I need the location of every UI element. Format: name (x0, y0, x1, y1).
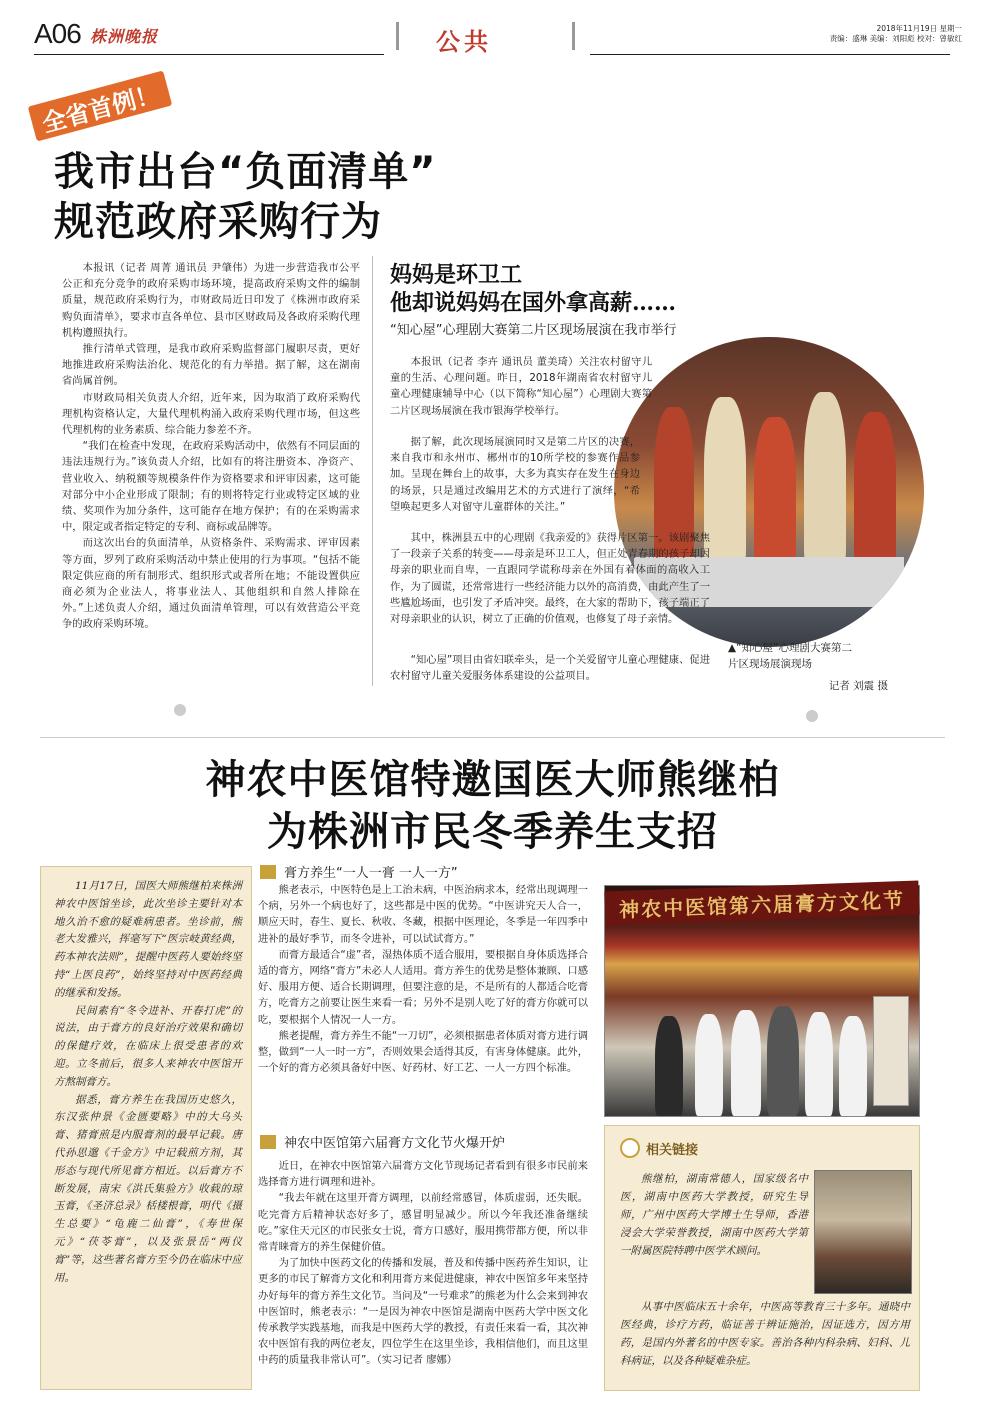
story1-paragraph: “我们在检查中发现，在政府采购活动中，依然有不同层面的违法违规行为。”该负责人介绍，比如有的将注册资本、净资产、营业收入、纳税额等规模条件作为资格要求和评审因素，这可能对部分中小企业形成了限制；有的则将特定行业或特定区域的业绩、奖项作为加分条件，这可能存在地方保护；有的在采购需求中，限定或者指定特定的专利、商标或品牌等。 (62, 440, 360, 534)
header-rule-left (34, 54, 384, 55)
sub1-paragraph: 熊老提醒，膏方养生不能“一刀切”，必须根据患者体质对膏方进行调整，做到“一人一时一方”，否则效果会适得其反，有害身体健康。此外，一个好的膏方必须具备好中医、好药材、好工艺、一人一方四个标准。 (258, 1029, 588, 1075)
story2-headline-line2: 他却说妈妈在国外拿高薪…… (390, 290, 677, 316)
separator-dot (806, 710, 818, 722)
story3-headline-line1: 神农中医馆特邀国医大师熊继柏 (205, 757, 780, 803)
sub2-body (258, 1158, 588, 1369)
photo-credit: 记者 刘震 摄 (828, 680, 888, 692)
sidebar-paragraph: 民间素有“冬令进补、开春打虎”的说法，由于膏方的良好治疗效果和确切的保健疗效，在临床上很受患者的欢迎。立冬前后，很多人来神农中医馆开方熬制膏方。 (54, 1004, 242, 1088)
section-separator (40, 737, 945, 738)
related-bio-upper (620, 1170, 808, 1260)
xiong-jibai-portrait (814, 1170, 912, 1294)
staff-credits: 责编：盛琳 美编：刘阳彪 校对：曾敏红 (829, 34, 962, 43)
story2-paragraph: 其中，株洲县五中的心理剧《我亲爱的》获得片区第一。该剧聚焦了一段亲子关系的转变——母亲是环卫工人，但正处青春期的孩子却因母亲的职业而自卑，一直跟同学谎称母亲在外国有着体面的高收入工作，为了圆谎，还常常进行一些经济能力以外的高消费，由此产生了一些尴尬场面，也引发了矛盾冲突。最终，在大家的帮助下，孩子端正了对母亲职业的认识，树立了正确的价值观，也修复了母子亲情。 (390, 532, 710, 626)
section-name: 公共 (436, 27, 492, 56)
story2-body-upper (390, 354, 652, 419)
story2-paragraph: “知心屋”项目由省妇联牵头，是一个关爱留守儿童心理健康、促进农村留守儿童关爱服务体系建设的公益项目。 (390, 654, 710, 683)
related-bio-lower (620, 1298, 910, 1370)
story2-body-middle (390, 434, 640, 515)
story2-paragraph: 本报讯（记者 李卉 通讯员 董美琦）关注农村留守儿童的生活、心理问题。昨日，2018年湖南省农村留守儿童心理健康辅导中心（以下简称“知心屋”）心理剧大赛第二片区现场展演在我市银海学校举行。 (390, 356, 652, 417)
sub1-paragraph: 熊老表示，中医特色是上工治未病，中医治病求本，经常出现调理一个病，另外一个病也好了，这些都是中医的优势。“中医讲究天人合一，顺应天时，春生、夏长、秋收、冬藏，根据中医理论，冬季是一年四季中进补的最好季节，而冬令进补，可以试试膏方。” (258, 884, 588, 945)
story1-paragraph: 推行清单式管理，是我市政府采购监督部门履职尽责，更好地推进政府采购法治化、规范化的有力举措。据了解，这在湖南省尚属首例。 (62, 343, 360, 388)
story1-headline-line1: 我市出台“负面清单” (54, 149, 437, 195)
story1-headline-line2: 规范政府采购行为 (54, 199, 382, 245)
sidebar-text (54, 878, 242, 1287)
story2-body-end (390, 652, 710, 684)
story1-paragraph: 市财政局相关负责人介绍，近年来，因为取消了政府采购代理机构资格认定，大量代理机构涌入政府采购代理市场，但这些代理机构的业务素质、综合能力参差不齐。 (62, 391, 360, 437)
page-number: A06 (34, 18, 81, 49)
photo-banner: 神农中医馆第六届膏方文化节 (605, 881, 920, 926)
story2-deck: “知心屋”心理剧大赛第二片区现场展演在我市举行 (390, 323, 677, 338)
related-link-title: 相关链接 (646, 1142, 699, 1158)
story2-headline-line1: 妈妈是环卫工 (390, 262, 523, 288)
photo1-caption (728, 640, 918, 694)
sub1-body (258, 882, 588, 1076)
sub2-paragraph: 为了加快中医药文化的传播和发展，普及和传播中医药养生知识，让更多的市民了解膏方文化和利用膏方来促进健康，神农中医馆多年来坚持办好每年的膏方养生文化节。当问及“一号难求”的熊老为什么会来到神农中医馆时，熊老表示：“一是因为神农中医馆是湖南中医药大学中医文化传承教学实践基地，而我是中医药大学的教授，有责任来看一看，其次神农中医馆有我的两位老友，四位学生在这里坐诊，我相信他们，而且这里中药的质量我非常认可”。（实习记者 廖娜） (258, 1257, 588, 1367)
subhead-festival (260, 1132, 505, 1151)
related-paragraph: 从事中医临床五十余年，中医高等教育三十多年。通晓中医经典，诊疗方药，临证善于辨证施治，因证选方，因方用药，是国内外著名的中医专家。善治各种内科杂病、妇科、儿科病证，以及各种疑难杂症。 (620, 1301, 910, 1367)
newspaper-logo: 株洲晚报 (90, 27, 159, 46)
story2-paragraph: 据了解，此次现场展演同时又是第二片区的决赛，来自我市和永州市、郴州市的10所学校的参赛作品参加。呈现在舞台上的故事，大多为真实存在发生在身边的场景，只是通过改编用艺术的方式进行了演绎，“希望唤起更多人对留守儿童群体的关注。” (390, 436, 640, 513)
story3-headline-line2: 为株洲市民冬季养生支招 (267, 809, 718, 855)
related-link-heading (620, 1138, 698, 1158)
story1-body (62, 260, 360, 633)
issue-date: 2018年11月19日 星期一 (876, 24, 962, 33)
story1-paragraph: 本报讯（记者 周菁 通讯员 尹肇伟）为进一步营造我市公平公正和充分竞争的政府采购市场环境，提高政府采购文件的编制质量，规范政府采购行为，市财政局近日印发了《株洲市政府采购负面清单》，要求市直各单位、县市区财政局及各政府采购代理机构遵照执行。 (62, 262, 360, 339)
subhead-label: 神农中医馆第六届膏方文化节火爆开炉 (284, 1136, 506, 1151)
header-divider-left (396, 22, 399, 50)
sub2-paragraph: “我去年就在这里开膏方调理，以前经常感冒，体质虚弱，还失眠。吃完膏方后精神状态好多了，感冒明显减少。所以今年我还准备继续吃。”家住天元区的市民张女士说，膏方口感好，服用携带都方便，所以非常青睐膏方的养生保健价值。 (258, 1192, 588, 1254)
caption-line: ▲“知心屋”心理剧大赛第二 (728, 642, 852, 654)
story1-paragraph: 而这次出台的负面清单，从资格条件、采购需求、评审因素等方面，罗列了政府采购活动中禁止使用的行为事项。“包括不能限定供应商的所有制形式、组织形式或者所在地；不能设置供应商必须为企业法人，将事业法人、其他组织和自然人排除在外。”上述负责人介绍，通过负面清单管理，可以有效营造公平竞争的政府采购环境。 (62, 537, 360, 631)
subhead-marker (260, 865, 276, 879)
festival-photo (604, 885, 920, 1117)
column-divider (372, 256, 373, 686)
story2-body-lower (390, 530, 710, 627)
related-paragraph: 熊继柏，湖南常德人，国家级名中医，湖南中医药大学教授，研究生导师，广州中医药大学博士生导师，香港浸会大学荣誉教授，湖南中医药大学第一附属医院特聘中医学术顾问。 (620, 1173, 808, 1257)
sidebar-paragraph: 据悉，膏方养生在我国历史悠久，东汉张仲景《金匮要略》中的大乌头膏、猪膏煎是内服膏剂的最早记载。唐代孙思邈《千金方》中记载煎方剂，其形态与现代所见膏方相近。以后膏方不断发展，南宋《洪氏集验方》收载的琼玉膏，《圣济总录》栝楼根膏，明代《摄生总要》“龟鹿二仙膏”，《寿世保元》“茯苓膏”，以及张景岳“两仪膏”等，这些著名膏方至今仍在临床中应用。 (54, 1093, 242, 1284)
sub2-paragraph: 近日，在神农中医馆第六届膏方文化节现场记者看到有很多市民前来选择膏方进行调理和进补。 (258, 1160, 588, 1189)
sub1-paragraph: 而膏方最适合“虚”者，湿热体质不适合服用，要根据自身体质选择合适的膏方，网络“膏方”未必人人适用。膏方养生的优势是整体兼顾、口感好、服用方便、适合长期调理，但要注意的是，不是所有的人都适合吃膏方，吃膏方之前要让医生来看一看；另外不是别人吃了好的膏方你就可以吃，要根据个人情况一人一方。 (258, 948, 588, 1026)
caption-line: 片区现场展演现场 (728, 658, 812, 670)
header-divider-right (572, 22, 575, 50)
separator-dot (174, 704, 186, 716)
header-rule-right (590, 54, 950, 55)
issue-meta (782, 24, 962, 44)
subhead-marker (260, 1135, 276, 1149)
related-link-icon (620, 1138, 640, 1158)
sidebar-paragraph: 11月17日，国医大师熊继柏来株洲神农中医馆坐诊，此次坐诊主要针对本地久治不愈的疑难病患者。坐诊前，熊老大发雅兴，挥毫写下“医宗岐黄经典，药本神农法则”，提醒中医药人要始终坚持“上医良药”，始终坚持对中医药经典的继承和发扬。 (54, 880, 242, 999)
subhead-label: 膏方养生“一人一膏 一人一方” (284, 866, 458, 881)
subhead-gaofang (260, 862, 458, 881)
first-in-province-badge: 全省首例！ (28, 70, 173, 141)
